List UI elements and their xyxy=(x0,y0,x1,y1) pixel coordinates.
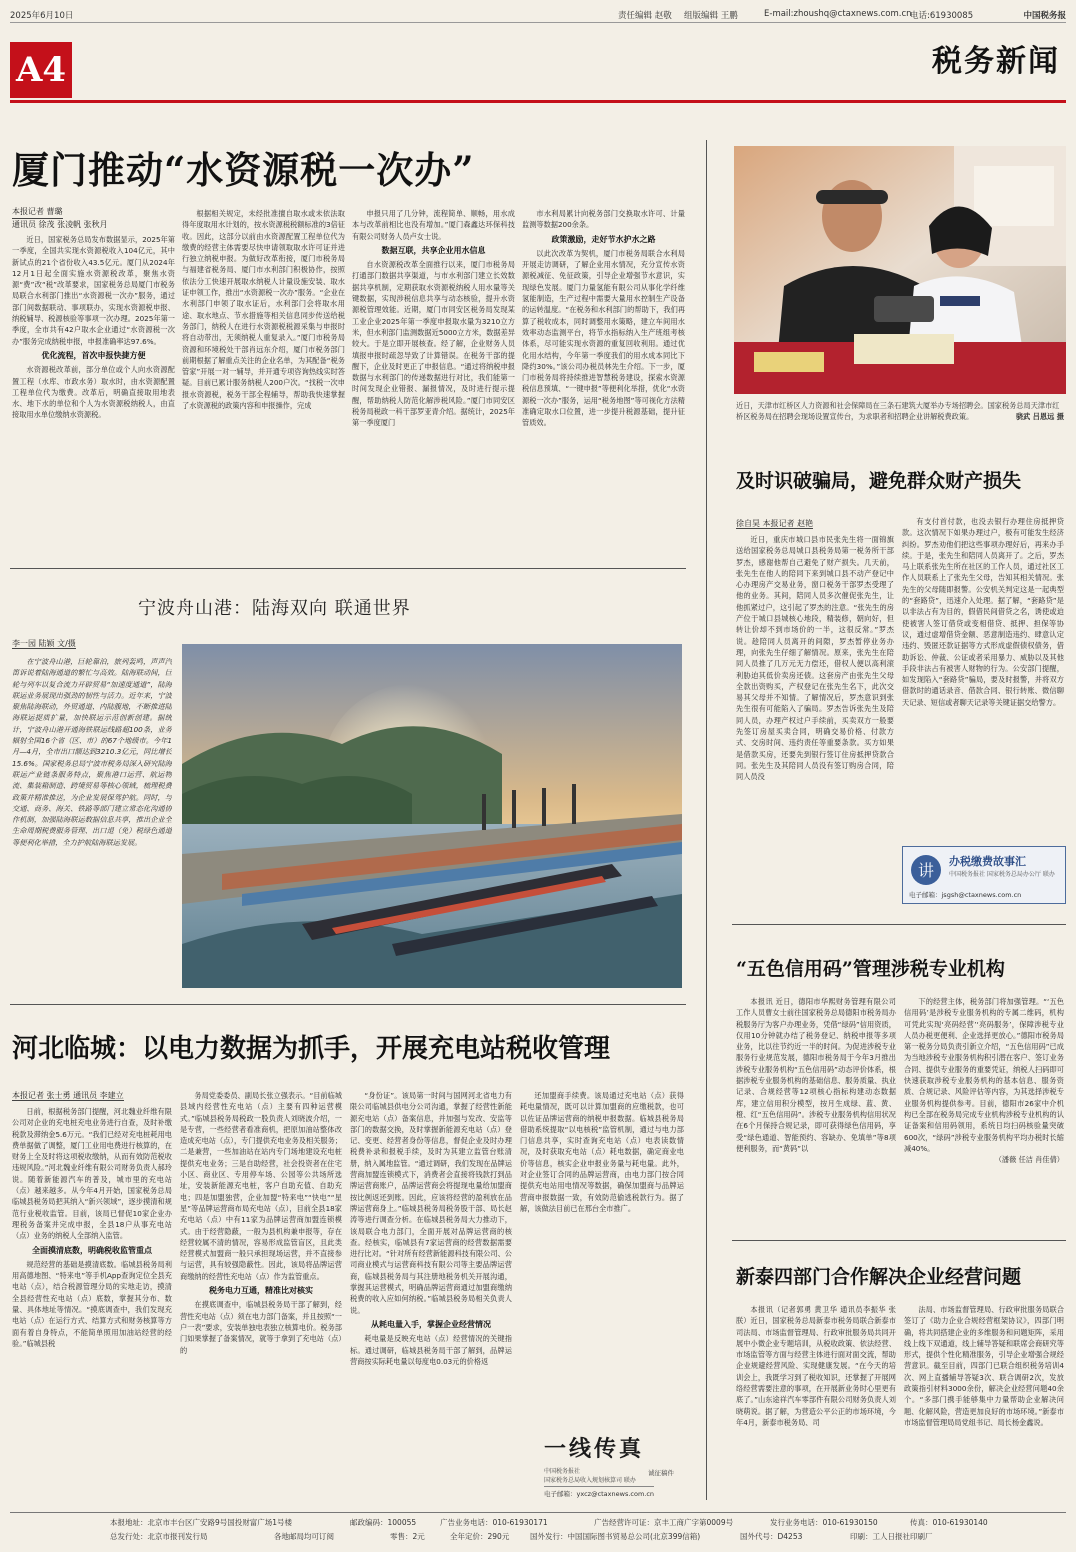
paragraph: 在宁波舟山港，巨轮靠泊，旅列轰鸣，声声汽笛诉说着陆海通道的繁忙与高效。陆海联动间，巨轮与列车以复合流力开辟贸易“加速度通道”，陆海联运业务展现出强劲的韧性与活力。近年来，宁波聚焦陆海联动，外贸通道、内陆腹地，不断推进陆海联运提质扩量，加快联运示范创新创建。据统计，宁波舟山港开通海铁联运线路超100条，业务辐射全国16个省（区、市）的67个地级市。今年1月—4月，全市出口额达到3210.3亿元，同比增长15.6%。国家税务总局宁波市税务局深入研究陆海联运产业链条服务特点，聚焦港口运营、航运物流、集装箱制造、跨境贸易等核心领域，梳理税费政策并精准推送，为企业发展保驾护航。同时，与交通、商务、海关、铁路等部门建立常态化沟通协作机制，加强陆海联运数据信息共享，推出企业全生命周期税费服务管理、出口退（免）税绿色通道等便利化举措，全力护航陆海联运发展。 xyxy=(12,657,172,847)
frontline-column-logo xyxy=(522,1432,686,1504)
paragraph: 本报讯（记者郭勇 黄卫华 通讯员李振华 张朕）近日，国家税务总局新泰市税务局联合新泰市司法局、市场监督管理局、行政审批服务局共同开展中小微企业专题培训，从税收政策、依法经营、市场监管等方面与经营主体进行面对面交流，帮助企业规避经营风险、实现健康发展。“在今天的培训会上，我既学习到了税收知识，还掌握了开展网络经营需要注意的事项，在开展新业务时心里更有底了。”山东途祥汽车零部件有限公司财务负责人刘晓萌说。据了解，为营造公平公正的市场环境，今年4月，新泰市税务局、司 xyxy=(736,1305,896,1427)
top-info-bar xyxy=(10,6,1066,23)
footer-annual: 全年定价：290元 xyxy=(450,1532,510,1541)
editor-email: E-mail:zhoushq@ctaxnews.com.cn xyxy=(764,9,912,19)
article-xintai-col1 xyxy=(736,1304,896,1506)
footer-overseas: 国外发行：中国国际图书贸易总公司(北京399信箱) xyxy=(530,1532,701,1541)
issue-date: 2025年6月10日 xyxy=(10,11,74,21)
badge-title: 办税缴费故事汇 xyxy=(949,855,1026,868)
divider xyxy=(10,568,686,569)
article-lincheng-col2 xyxy=(180,1090,342,1506)
byline-correspondents: 通讯员 徐茂 张凌帆 张秋月 xyxy=(12,220,108,229)
paragraph: 自水资源税改革全面推行以来，厦门市税务局打通部门数据共享渠道，与市水利部门建立长效数据共享机制，定期获取水资源税纳税人用水量等关键数据，实现涉税信息共享与动态核验，提升水资源税管理效能。近期，厦门市同安区税务局发现某工业企业2025年第一季度申报取水量为3210立方米，但水利部门监测数据近5000立方米，数据差异较大。于是立即开展核查。经了解，企业财务人员填报申报时疏忽导致了计算错误。在税务干部的提醒下，企业及时更正了申报信息。“通过将纳税申报数据与水利部门的传递数据进行对比，我们能第一时间发现企业错报、漏报情况，及时进行提示提醒，帮助纳税人防范化解涉税风险。”厦门市同安区税务局税政一科干部罗亚青介绍。据统计，2025年第一季度厦门 xyxy=(352,260,515,428)
paragraph: 规范经营的基础是摸清底数。临城县税务局利用高德地图、“特来电”等手机App查询定位全县充电站（点），结合税源管理分局的实地走访，摸清全县经营性充电站（点）底数，掌握其分布、数量、具体地址等情况。“摸底调查中，我们发现充电站（点）在运行方式、结算方式和财务核算等方面有着自身特点，不能简单照用加油站经营的经验。”临城县税 xyxy=(12,1259,172,1348)
article-xiamen-col1 xyxy=(12,234,175,562)
article-credit-code-credit: （潘薇 任洁 肖佳倩） xyxy=(994,1155,1064,1165)
badge-sub: 中国税务报社 国家税务总局办公厅 联办 xyxy=(949,871,1055,878)
byline-text: 徐自昊 本报记者 赵艳 xyxy=(736,519,814,528)
footer-distributor: 总发行处：北京市报刊发行局 xyxy=(110,1532,208,1541)
subheading: 政策激励，走好节水护水之路 xyxy=(551,234,656,244)
article-credit-code-col2 xyxy=(904,996,1064,1254)
column-divider xyxy=(706,140,707,1500)
article-ningbo-title: 宁波舟山港：陆海双向 联通世界 xyxy=(138,598,411,619)
footer-subscribe: 各地邮局均可订阅 xyxy=(274,1532,334,1541)
footer-code: 国外代号：D4253 xyxy=(740,1532,803,1541)
article-xiamen-title: 厦门推动“水资源税一次办” xyxy=(12,148,475,192)
photo-credit: 骁武 吕恩远 摄 xyxy=(1015,412,1064,421)
footer-ad-license: 广告经营许可证：京丰工商广字第0009号 xyxy=(594,1518,734,1527)
paragraph: 日前，根据税务部门提醒，河北魏业纤维有限公司对企业的充电桩充电业务进行自查，及时补缴税款及滞纳金5.6万元。“我们已经对充电桩耗用电费单据做了调整，厦门工业用电费进行核算的，在财务上全及时将这项税收缴纳，从而有效防范税收违规风险。”河北魏业纤维有限公司财务负责人郝玲说。随着新能源汽车的普及，城市里的充电站（点）越来越多。从今年4月开始，国家税务总局临城县税务局把其纳入“新兴领域”，逐步摸清和规范行业税收监管。目前，该局已督促10家企业办理税务备案并完成申报，全县18户从事充电站（点）业务的纳税人全部纳入监管。 xyxy=(12,1107,172,1241)
logo-sub2: 国家税务总局收入规划核算司 联办 xyxy=(544,1477,636,1484)
article-xiamen-byline xyxy=(12,206,182,231)
paragraph: 本报讯 近日，德阳市华熙财务管理有限公司工作人员曹女士前往国家税务总局德阳市税务局办税服务厅为客户办理业务，凭借“绿码”信用资质，仅用10分钟就办结了税务登记、纳税申报等多项业务，比以往节约近一半的时间。为促进涉税专业服务行业规范发展，德阳市税务局于今年3月推出涉税专业服务机构“五色信用码”动态评价体系，根据涉税专业服务机构的基础信息、服务质量、执业记录、合规经营等12项核心指标构建动态数据库，建立信用积分模型，按月生成绿、蓝、黄、橙、红“五色信用码”。涉税专业服务机构信用状况在6个月保持合规记录，即可获得绿色信用码，享受“绿色通道、智能预约、容缺办、免填单”等8项便利服务，而“黄码”以 xyxy=(736,997,896,1153)
footer-fax: 传真：010-61930140 xyxy=(910,1518,988,1527)
section-title: 税务新闻 xyxy=(932,44,1060,79)
photo-caption xyxy=(736,400,1064,446)
subheading: 从耗电量入手，掌握企业经营情况 xyxy=(371,1319,491,1329)
paragraph: 有支付首付款，也没去银行办理住房抵押贷款。这次情况下如果办理过户，极有可能发生经济纠纷。罗杰劝他们把这些事项办理好后，再来办手续。于是，张先生和陪同人员离开了。之后，罗杰马上联系张先生所在社区的工作人员，通过社区工作人员联系上了张先生父母，告知其相关情况。张先生的父母随即报警。公安机关判定这是一起典型的“套路贷”，迅速介入处理。据了解，“套路贷”是以非法占有为目的，假借民间借贷之名，诱使或迫使被害人签订借贷或变相借贷、抵押、担保等协议，通过虚增借贷金额、恶意制造违约、肆意认定违约、毁匿还款证据等方式形成虚假债权债务，借助诉讼、仲裁、公证或者采用暴力、威胁以及其他手段非法占有被害人财物的行为。公安部门提醒，如发现陷入“套路贷”骗局，要及时报警，并将双方借款时的通话录音、借款合同、银行转账、微信聊天记录、短信或者聊天记录等关键证据交给警方。 xyxy=(902,517,1064,707)
article-lincheng-col4 xyxy=(520,1090,684,1426)
article-scam-title: 及时识破骗局，避免群众财产损失 xyxy=(736,470,1022,492)
article-lincheng-col1 xyxy=(12,1106,172,1506)
subheading: 优化流程，首次申报快捷方便 xyxy=(41,350,146,360)
byline-text: 李一园 陆颖 文/摄 xyxy=(12,639,76,648)
svg-text:讲: 讲 xyxy=(917,861,935,880)
caption-text: 近日，天津市红桥区人力资源和社会保障局在三条石建筑大厦举办专场招聘会。国家税务总局天津市红桥区税务局在招聘会现场设置宣传台，为求职者和招聘企业讲解税费政策。 xyxy=(736,401,1060,421)
paragraph: 下的经营主体，税务部门将加强管理。“‘五色信用码’是涉税专业服务机构的专属二维码，机构可凭此实现‘亮码经营’‘亮码服务’，保障涉税专业人员办税更便利、企业选择更放心。”德阳市税务局第一税务分局负责引新立介绍，“五色信用码”已成为当地涉税专业服务机构积引潜在客户、签订业务合同、提供专业服务的重要凭证，纳税人扫码即可快速获取涉税专业服务机构的基本信息、服务资质、合规记录、风险评估等内容，为其选择涉税专业服务机构提供参考。目前，德阳市26家中介机构已全部在税务局完成专业机构涉税专业机构的认证备案和信用码领用，系统日均扫码核验量突破600次，“绿码”涉税专业服务机构平均办税时长缩减40%。 xyxy=(904,997,1064,1153)
paragraph: 水资源税改革前，部分单位或个人向水资源配置工程（水库、市政水务）取水时，由水资源配置工程单位代为缴费。改革后，明确直接取用地表水、地下水的单位和个人为水资源税纳税人，由直接取用水单位缴纳水资源税。 xyxy=(12,365,175,420)
paragraph: “身份证”。该局第一时间与国网河北省电力有限公司临城县供电分公司沟通，掌握了经营性新能源充电站（点）备案信息，并加强与发改、安监等部门的数据交换，及时掌握新能源充电站（点）登记、变更、经营者身份等信息，督促企业及时办理税费补录和报税手续，及时为其建立监管台账清册，纳入属地监管。“通过调研，我们发现在品牌运营商加盟连锁模式下，消费者会直接将钱款打到品牌运营商账户，品牌运营商会将提现电量给加盟商按比例返还到账。因此，应该将经营的盈利放在品牌运营商身上。”临城县税务局税务股干部、局长赵涛等进行调查分析。在临城县税务局大力推动下，该局联合电力部门，全面开展对品牌运营商的核查。经核实，临城县有7家运营商的经营数据需要进行比对。“针对所有经营新能源科技有限公司、公司商业模式与运营商科技有限公司等主要品牌运营商，临城县税务局与其注册地税务机关开展沟通，掌握其运营模式，明确品牌运营商通过加盟商缴纳税费的收入应如何纳税。”临城县税务局相关负责人说。 xyxy=(350,1091,512,1315)
paper-name: 中国税务报 xyxy=(1023,11,1066,21)
article-xintai-col2 xyxy=(904,1304,1064,1506)
paragraph: 近日，重庆市城口县市民张先生将一面锦旗送给国家税务总局城口县税务局第一税务所干部罗杰，感谢他帮自己避免了财产损失。几天前，张先生在他人的陪同下来到城口县不动产登记中心办理房产交易业务，窗口税务干部罗杰受理了他的业务。其间，陪同人员多次催促张先生，让他抓紧过户，这引起了罗杰的注意。“张先生的房产位于城口县城核心地段，精装修，朝向好，但转让价却不到市场价的一半，这很反常。”罗杰说。趁陪同人员离开的间隙，罗杰暂停业务办理，向张先生仔细了解情况。原来，张先生在陪同人员推了几万元无力偿还，借权人便以高利滚利胁迫其低价卖房还债。这套房产由张先生父母全款出资购买，产权登记在张先生名下，此次交易其父母并不知情。了解情况后，罗杰意识到张先生很有可能陷入了骗局。罗杰告诉张先生及陪同人员，办理产权过户手续前，买卖双方一般要先签订房屋买卖合同，明确交易价格、付款方式、交房时间、违约责任等重要条款。买方如果是借款买房，还要先到银行签订住房抵押贷款合同。张先生及其陪同人员没有签订购房合同，陪同人员没 xyxy=(736,535,894,782)
logo-tag: 诚征稿件 xyxy=(648,1469,674,1477)
editor-phone: 电话:61930085 xyxy=(910,11,974,21)
byline-reporter: 本报记者 曹璐 xyxy=(12,206,63,219)
article-xiamen-col4 xyxy=(522,208,685,562)
tax-service-desk-photo xyxy=(734,146,1066,394)
port-aerial-photo xyxy=(182,644,682,988)
page-number: A4 xyxy=(10,42,72,98)
paragraph: 申报只用了几分钟，流程简单、顺畅，用水成本与改革前相比也没有增加。”厦门森鑫达环保科技有限公司财务人员卢女士说。 xyxy=(352,209,515,241)
article-scam-byline xyxy=(736,518,813,530)
paragraph: 法局、市场监督管理局、行政审批服务局联合签订了《助力企业合规经营框架协议》，四部门明确，将共同搭建企业的多维服务和问题矩阵，采用线上线下双通道，线上辅导答疑和联席会商研究等形式，提供个性化精准服务，引导企业增强合规经营意识。截至目前，四部门已联合组织税务培训4次、网上直播辅导答疑3次、联合调研2次，发放政策指引材料3000余份，解决企业经营问题40余个。“多部门携手能够集中力量帮助企业解决问题、化解风险，营造更加良好的市场环境。”新泰市市场监督管理局局党组书记、局长杨金鑫说。 xyxy=(904,1305,1064,1427)
article-scam-col1 xyxy=(736,534,894,900)
editor-credit: 责任编辑 赵敬 xyxy=(618,11,672,21)
paragraph: 根据相关规定，未经批准擅自取水或未依法取得年度取用水计划的，按水资源税税额标准的3倍征收。因此，这部分以前由水资源配置工程单位代为缴费的经营主体需要尽快申请领取取水许可证并进行独立纳税申报。为做好改革衔接，厦门市税务局与福建省税务局、厦门市水利部门积极协作，按照依法分工快速开展取水纳税人计量设施安装、取水证申领工作，推出“水资源税一次办”服务。“企业在水利部门申领了取水证后，水利部门会将取水用途、取水地点、节水措施等相关信息同步传送给税务部门，纳税人在进行水资源税税源采集与申报时将自动带出，无须纳税人重复录入。”厦门市税务局资源和环境税处干部肖远东介绍，厦门市税务部门前期根据了解重点关注的企业名单，为其配备“税务管家”开展一对一辅导，并开通专项咨询热线实时答疑。目前已累计服务纳税人200户次。“找税一次申报水资源税，税务干部全程辅导，帮助我快速掌握了水资源税的政策内容和申报操作，完成 xyxy=(182,209,345,411)
footer-postcode: 邮政编码：100055 xyxy=(350,1518,417,1527)
story-column-badge xyxy=(902,846,1066,904)
logo-title: 一线传真 xyxy=(544,1436,645,1462)
footer-info xyxy=(10,1512,1066,1547)
subheading: 全面摸清底数，明确税收监管重点 xyxy=(32,1245,152,1255)
article-credit-code-title: “五色信用码”管理涉税专业机构 xyxy=(736,958,1005,980)
article-ningbo-body xyxy=(12,656,172,992)
subheading: 数据互联，共享企业用水信息 xyxy=(381,245,486,255)
paragraph: 在摸底调查中，临城县税务局干部了解到，经营性充电站（点）须在电力部门备案，并且按照“一户一表”要求，安装单独电表独立核算电价。税务部门如果掌握了备案情况，就等于拿到了充电站（点）的 xyxy=(180,1300,342,1355)
article-lincheng-byline xyxy=(12,1090,124,1102)
article-xintai-title: 新泰四部门合作解决企业经营问题 xyxy=(736,1266,1022,1288)
logo-email: 电子邮箱：yxcz@ctaxnews.com.cn xyxy=(544,1486,654,1498)
paragraph: 市水利局累计向税务部门交换取水许可、计量监测等数据200余条。 xyxy=(522,209,685,230)
divider xyxy=(10,1004,686,1005)
paragraph: 以此次改革为契机，厦门市税务局联合水利局开展走访调研，了解企业用水情况，充分宣传水资源税减征、免征政策，引导企业增强节水意识，实现绿色发展。厦门力量氢能有限公司从事化学纤维氢能制造，生产过程中需要大量用水控制生产设备的运转温度。“在税务和水利部门的帮助下，我们再算了税收成本，同时调整用水策略，建立车间用水效率动态监测平台，将节水指标纳入生产班组考核体系，尽可能实现水资源的重复回收利用。通过优化用水结构，今年第一季度我们的用水成本同比下降约30%。”该公司办税员林先生介绍。下一步，厦门市税务局将持续推进智慧税务建设，探索水资源税信息预填、“一键申报”等便利化举措，优化“水资源税一次办”服务，运用“税务地图”等可视化方法精准确定取水口位置，进一步提升税源基础，提升征管质效。 xyxy=(522,248,685,428)
article-scam-col2 xyxy=(902,516,1064,838)
paragraph: 还加盟商手续费。该局通过充电站（点）获得耗电量情况，既可以计算加盟商的应缴税款，也可以佐证品牌运营商的纳税申报数据。临城县税务局借助系统提取“以电核税”监管机制，通过与电力部门信息共享，实时查询充电站（点）电表读数情况，及时获取充电站（点）耗电数据，确定商业电价等信息，核实企业申报业务量与耗电量。此外，对企业签订合同的品牌运营商，由电力部门按合同提供充电站用电情况等数据，确保加盟商与品牌运营商申报数据一致，有效防范偷逃税款行为。据了解，该做法目前已在邢台全市推广。 xyxy=(520,1091,684,1213)
logo-sub1: 中国税务报社 xyxy=(544,1468,581,1475)
article-credit-code-col1 xyxy=(736,996,896,1254)
footer-printer: 印刷：工人日报社印刷厂 xyxy=(850,1532,933,1541)
footer-price: 零售：2元 xyxy=(390,1532,425,1541)
footer-dist-phone: 发行业务电话：010-61930150 xyxy=(770,1518,878,1527)
article-xiamen-col2 xyxy=(182,208,345,562)
divider xyxy=(732,1240,1066,1241)
story-badge-icon xyxy=(909,853,943,887)
footer-ad-phone: 广告业务电话：010-61930171 xyxy=(440,1518,548,1527)
paragraph: 近日，国家税务总局发布数据显示，2025年第一季度，全国共实现水资源税收入104亿元，其中新试点的21个省份收入43.5亿元。厦门从2024年12月1日起全面实施水资源税改革，聚焦水资源“费”改“税”改革要求，国家税务总局厦门市税务局联合水利部门推出“水资源税一次办”服务，通过部门间数据联动、事项联办，实现水资源税申报、纳税辅导、税源核验等事项一次办理。2025年第一季度，全市共有42户取水企业通过“水资源税一次办”服务完成纳税申报，申报准确率达97.6%。 xyxy=(12,235,175,346)
subheading: 税务电力互通，精准比对核实 xyxy=(209,1286,313,1296)
divider xyxy=(732,924,1066,925)
article-ningbo-byline xyxy=(12,638,76,650)
paragraph: 务局党委委员、副局长张立强表示。“目前临城县域内经营性充电站（点）主要有四种运营模式。”临城县税务局税政一股负责人刘晓波介绍，一是专营，一些经营者看准商机，把原加油站整体改造成充电站（点），专门提供充电业务及相关服务；二是兼营，一些加油站在站内专门场地建设充电桩提供充电业务；三是自助经营，社会投资者在住宅小区、商业区、专用停车场、公园等公共场所选址，安装新能源充电桩，客户自助充值、自助充电；四是加盟独营，企业加盟“特来电”“快电”“星星”等品牌运营商布局充电站（点），目前全县18家充电站（点）中有11家为品牌运营商加盟连锁模式。由于经营隐蔽，一般为县机构兼申报等，存在经营较属不清的情况，容易形成监管盲区，且此类经营模式加盟商一般只承担现场运营，并不直接参与运营，具有较强隐蔽性。因此，该局将品牌运营商缴纳的经营性充电站（点）作为监管重点。 xyxy=(180,1091,342,1281)
layout-editor-credit: 组版编辑 王鹏 xyxy=(684,11,738,21)
article-lincheng-col3 xyxy=(350,1090,512,1506)
header-divider xyxy=(10,100,1066,103)
footer-address: 本报地址：北京市丰台区广安路9号国投财富广场1号楼 xyxy=(110,1518,293,1527)
article-lincheng-title: 河北临城：以电力数据为抓手，开展充电站税收管理 xyxy=(12,1034,611,1064)
badge-email: 电子邮箱：jsgsh@ctaxnews.com.cn xyxy=(909,891,1022,899)
paragraph: 耗电量是反映充电站（点）经营情况的关键指标。通过调研，临城县税务局干部了解到，品牌运营商按实际耗电量以每度电0.03元的价格返 xyxy=(350,1334,512,1366)
byline-text: 本报记者 张士勇 通讯员 李建立 xyxy=(12,1091,124,1100)
article-xiamen-col3 xyxy=(352,208,515,562)
